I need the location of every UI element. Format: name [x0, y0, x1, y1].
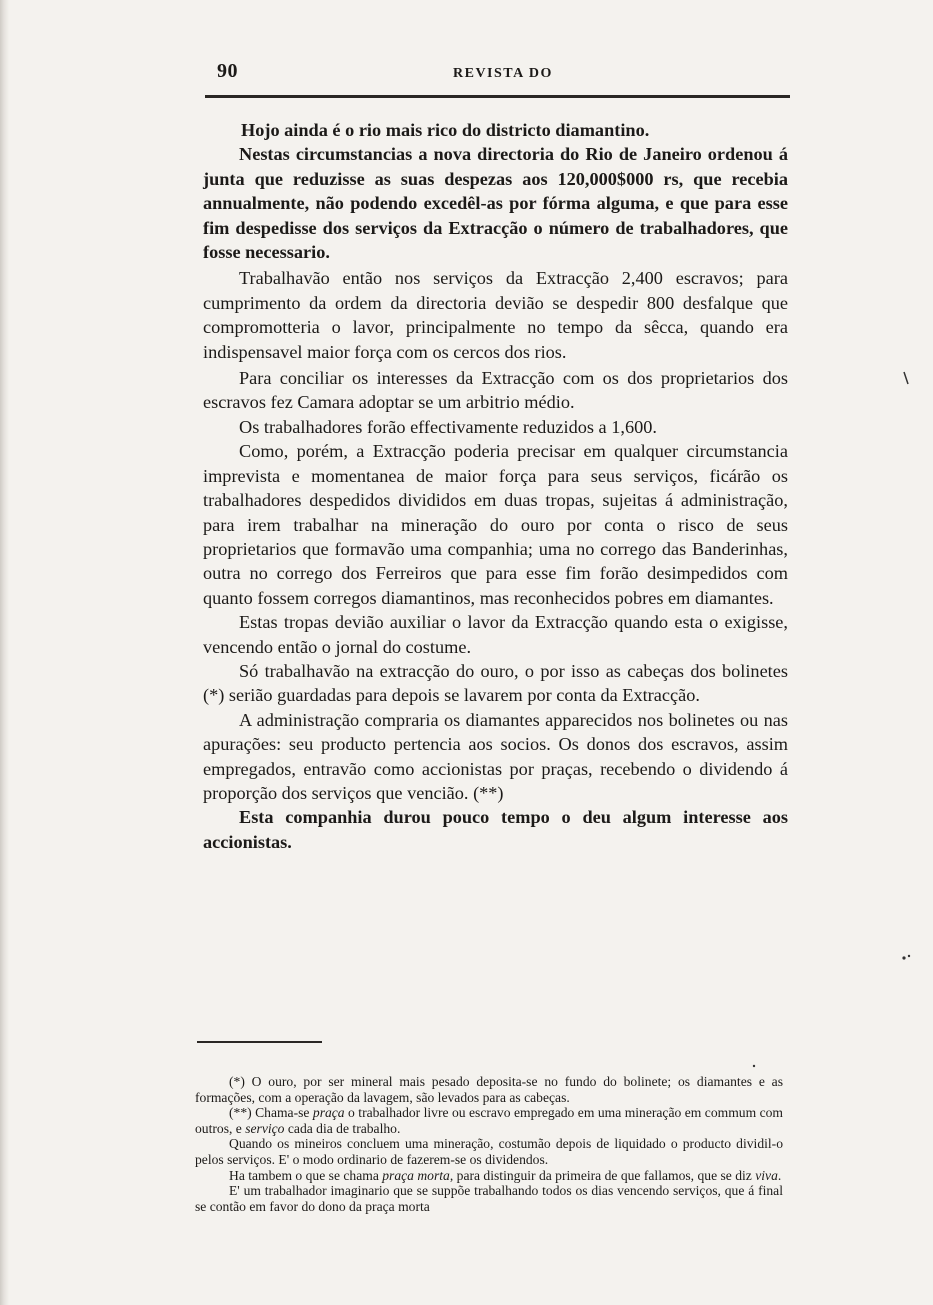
margin-speck-1 — [902, 956, 905, 959]
footnote-2-term-servico: serviço — [245, 1120, 285, 1136]
footnote-5: E' um trabalhador imaginario que se suppõe trabalhando todos os dias vencendo serviços, que á final se contão em favor do dono da praça morta — [195, 1183, 783, 1214]
page-number: 90 — [217, 60, 238, 82]
footnote-4-text-c: . — [777, 1167, 782, 1183]
paragraph-8: Só trabalhavão na extracção do ouro, o por isso as cabeças dos bolinetes (*) serião guardadas para depois se lavarem por conta da Extracção. — [203, 660, 788, 706]
margin-speck-2 — [908, 955, 910, 957]
footnote-4-term-praca-morta: praça morta — [382, 1167, 450, 1183]
paragraph-6: Como, porém, a Extracção poderia precisar em qualquer circumstancia imprevista e momentanea de maior força para seus serviços, ficárão os trabalhadores despedidos divididos em duas tropas, sujeitas á administração, para irem trabalhar na mineração do ouro por conta o risco de seus proprietarios que formavão uma companhia; uma no corrego das Banderinhas, outra no corrego dos Ferreiros que para esse fim forão desimpedidos com quanto fossem corregos diamantinos, mas reconhecidos pobres em diamantes. — [203, 441, 788, 608]
paragraph-10: Esta companhia durou pouco tempo o deu algum interesse aos accionistas. — [203, 807, 788, 852]
footnote-4-term-viva: viva — [755, 1167, 778, 1183]
footnote-2-text-a: (**) Chama-se — [229, 1105, 313, 1121]
paragraph-2: Nestas circumstancias a nova directoria do Rio de Janeiro ordenou á junta que reduzisse as suas despezas aos 120,000$000 rs, que recebia annualmente, não podendo excedêl-as por fórma alguma, e que para esse fim despedisse dos serviços da Extracção o número de trabalhadores, que fosse necessario. — [203, 144, 788, 263]
paragraph-4: Para conciliar os interesses da Extracção com os dos proprietarios dos escravos fez Camara adoptar se um arbitrio médio. — [203, 368, 788, 413]
margin-speck-3 — [753, 1065, 755, 1067]
footnote-4-text-a: Ha tambem o que se chama — [229, 1167, 383, 1183]
footnote-3: Quando os mineiros concluem uma mineração, costumão depois de liquidado o producto dividil-o pelos serviços. E' o modo ordinario de fazerem-se os dividendos. — [195, 1136, 783, 1167]
paragraph-1: Hojo ainda é o rio mais rico do districto diamantino. — [241, 120, 650, 140]
footnote-4-text-b: , para distinguir da primeira de que fallamos, que se diz — [449, 1167, 756, 1183]
footnote-2-text-b: o trabalhador livre ou escravo empregado em uma mineração em commum com outros, e — [195, 1105, 783, 1136]
paragraph-3: Trabalhavão então nos serviços da Extracção 2,400 escravos; para cumprimento da ordem da directoria devião se despedir 800 desfalque que compromotteria o lavor, principalmente no tempo da sêcca, quando era indispensavel maior força com os cercos dos rios. — [203, 268, 788, 362]
footnote-1: (*) O ouro, por ser mineral mais pesado deposita-se no fundo do bolinete; os diamantes e as formações, com a operação da lavagem, são levados para as cabeças. — [195, 1074, 783, 1105]
margin-mark-1 — [904, 372, 908, 384]
running-head: REVISTA DO — [453, 66, 553, 81]
paragraph-5: Os trabalhadores forão effectivamente reduzidos a 1,600. — [239, 416, 657, 437]
paragraph-9: A administração compraria os diamantes apparecidos nos bolinetes ou nas apurações: seu producto pertencia aos socios. Os donos dos escravos, assim empregados, entravão como accionistas por praças, recebendo o dividendo á proporção dos serviços que vencião. (**) — [203, 709, 788, 803]
paragraph-7: Estas tropas devião auxiliar o lavor da Extracção quando esta o exigisse, vencendo então o jornal do costume. — [203, 612, 788, 657]
footnote-2-text-c: cada dia de trabalho. — [284, 1120, 401, 1136]
footnote-2-term-praca: praça — [312, 1105, 345, 1121]
